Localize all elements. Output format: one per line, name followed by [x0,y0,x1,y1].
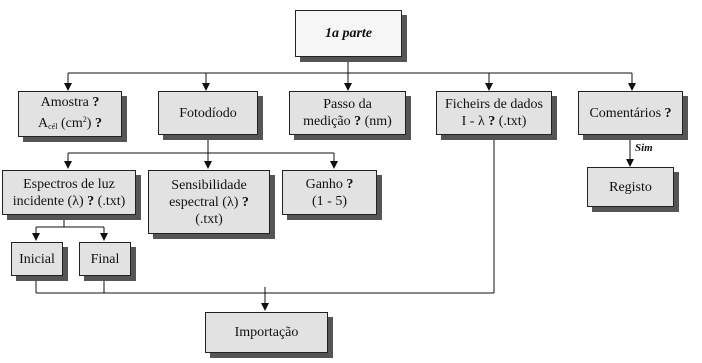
registo-box [587,167,674,207]
sim-label: Sim [635,142,653,154]
sensibilidade-line2 [169,194,249,211]
amostra-area-unit-close: ) [86,115,92,131]
espectros-line1: Espectros de luz [23,176,115,192]
passo-line1: Passo da [323,97,372,112]
comentarios-label: Comentários [589,105,662,121]
comentarios-question: ? [664,105,672,121]
passo-question: ? [354,114,362,129]
ficheiros-line1: Ficheirs de dados [445,97,543,112]
sensibilidade-line3: (.txt) [195,211,223,227]
passo-unit: (nm) [364,114,392,129]
fotodiodo-label: Fotodíodo [179,105,237,121]
fotodiodo-box [158,91,258,135]
amostra-question: ? [92,94,100,110]
comentarios-box [578,91,683,135]
title-label: 1a parte [324,26,373,41]
ganho-box [282,170,377,215]
amostra-area-subscript: cél [48,121,58,131]
amostra-question-2: ? [94,115,102,131]
espectros-box [2,170,136,215]
amostra-line1 [41,94,100,111]
inicial-label: Inicial [19,251,55,267]
ganho-range: (1 - 5) [312,193,347,209]
amostra-area-unit: (cm [61,115,83,131]
ficheiros-unit: (.txt) [498,114,527,129]
espectros-text: incidente (λ) [12,193,84,209]
inicial-box [11,242,63,276]
ficheiros-question: ? [488,114,496,129]
ganho-line1 [306,176,354,193]
registo-label: Registo [609,179,652,195]
sensibilidade-question: ? [241,194,249,210]
amostra-line2 [38,111,102,135]
ganho-question: ? [346,176,354,192]
sensibilidade-box [148,170,270,234]
comentarios-line [589,105,671,122]
ficheiros-text: I - λ [461,114,485,129]
importacao-label: Importação [234,325,299,340]
ficheiros-box [436,91,552,135]
importacao-box [205,312,328,353]
amostra-area-symbol: A [38,115,49,131]
passo-text: medição [303,114,351,129]
espectros-question: ? [87,193,95,209]
title-box [295,10,402,57]
ficheiros-line2 [462,113,527,130]
amostra-box [18,91,122,137]
sensibilidade-text: espectral (λ) [169,194,239,210]
final-box [79,242,131,276]
ganho-label: Ganho [305,176,343,192]
amostra-label: Amostra [40,94,89,110]
amostra-area-exponent: 2 [82,114,87,124]
espectros-line2 [13,193,126,210]
passo-line2 [303,113,392,130]
espectros-unit: (.txt) [97,193,126,209]
sensibilidade-line1: Sensibilidade [171,177,247,193]
passo-box [289,91,406,135]
final-label: Final [90,251,120,267]
